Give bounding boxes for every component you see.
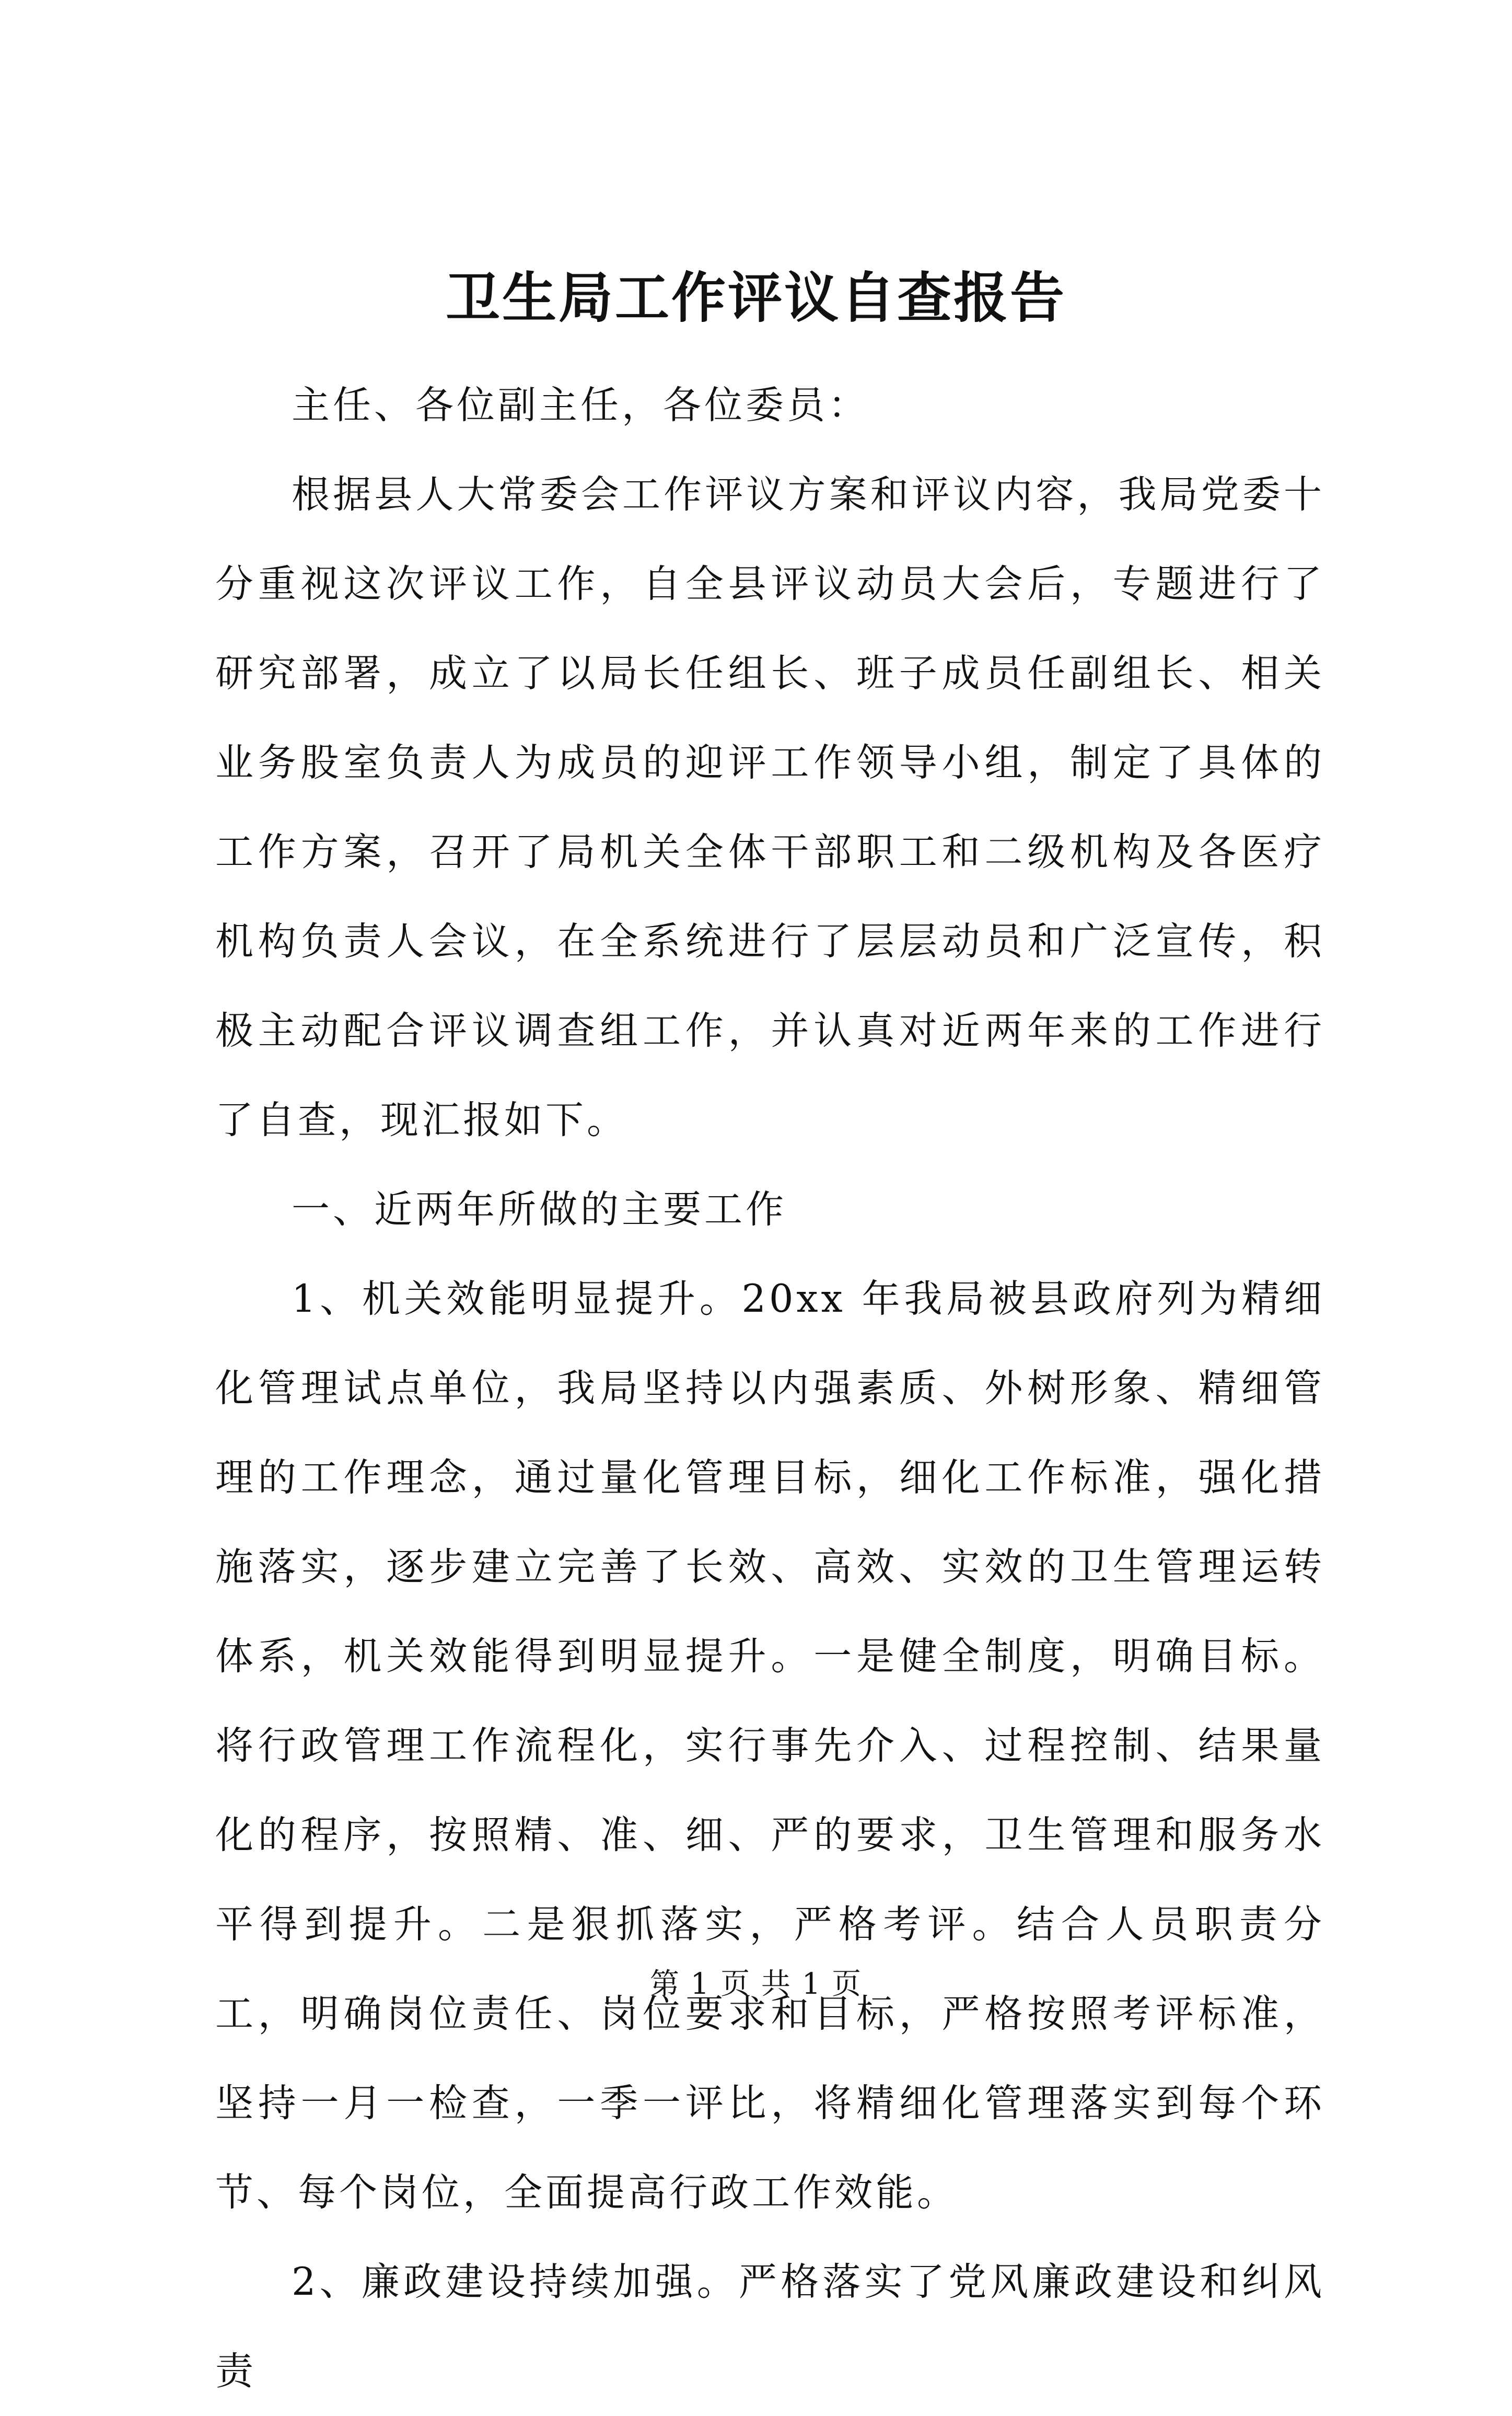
- paragraph-efficiency: 1、机关效能明显提升。20xx 年我局被县政府列为精细化管理试点单位，我局坚持以内强素质、外树形象、精细管理的工作理念，通过量化管理目标，细化工作标准，强化措施落实，逐步建立完善了长效、高效、实效的卫生管理运转体系，机关效能得到明显提升。一是健全制度，明确目标。将行政管理工作流程化，实行事先介入、过程控制、结果量化的程序，按照精、准、细、严的要求，卫生管理和服务水平得到提升。二是狠抓落实，严格考评。结合人员职责分工，明确岗位责任、岗位要求和目标，严格按照考评标准，坚持一月一检查，一季一评比，将精细化管理落实到每个环节、每个岗位，全面提高行政工作效能。: [215, 1277, 1325, 2215]
- paragraph-intro: 根据县人大常委会工作评议方案和评议内容，我局党委十分重视这次评议工作，自全县评议动员大会后，专题进行了研究部署，成立了以局长任组长、班子成员任副组长、相关业务股室负责人为成员的迎评工作领导小组，制定了具体的工作方案，召开了局机关全体干部职工和二级机构及各医疗机构负责人会议，在全系统进行了层层动员和广泛宣传，积极主动配合评议调查组工作，并认真对近两年来的工作进行了自查，现汇报如下。: [215, 472, 1325, 1142]
- salutation: 主任、各位副主任，各位委员：: [292, 383, 869, 427]
- section-heading: 一、近两年所做的主要工作: [292, 1187, 787, 1232]
- document-body: [215, 361, 1325, 2416]
- document-title: 卫生局工作评议自查报告: [445, 265, 1066, 330]
- page-footer: 第 1 页 共 1 页: [649, 1967, 863, 2001]
- paragraph-integrity: 2、廉政建设持续加强。严格落实了党风廉政建设和纠风责: [215, 2260, 1325, 2394]
